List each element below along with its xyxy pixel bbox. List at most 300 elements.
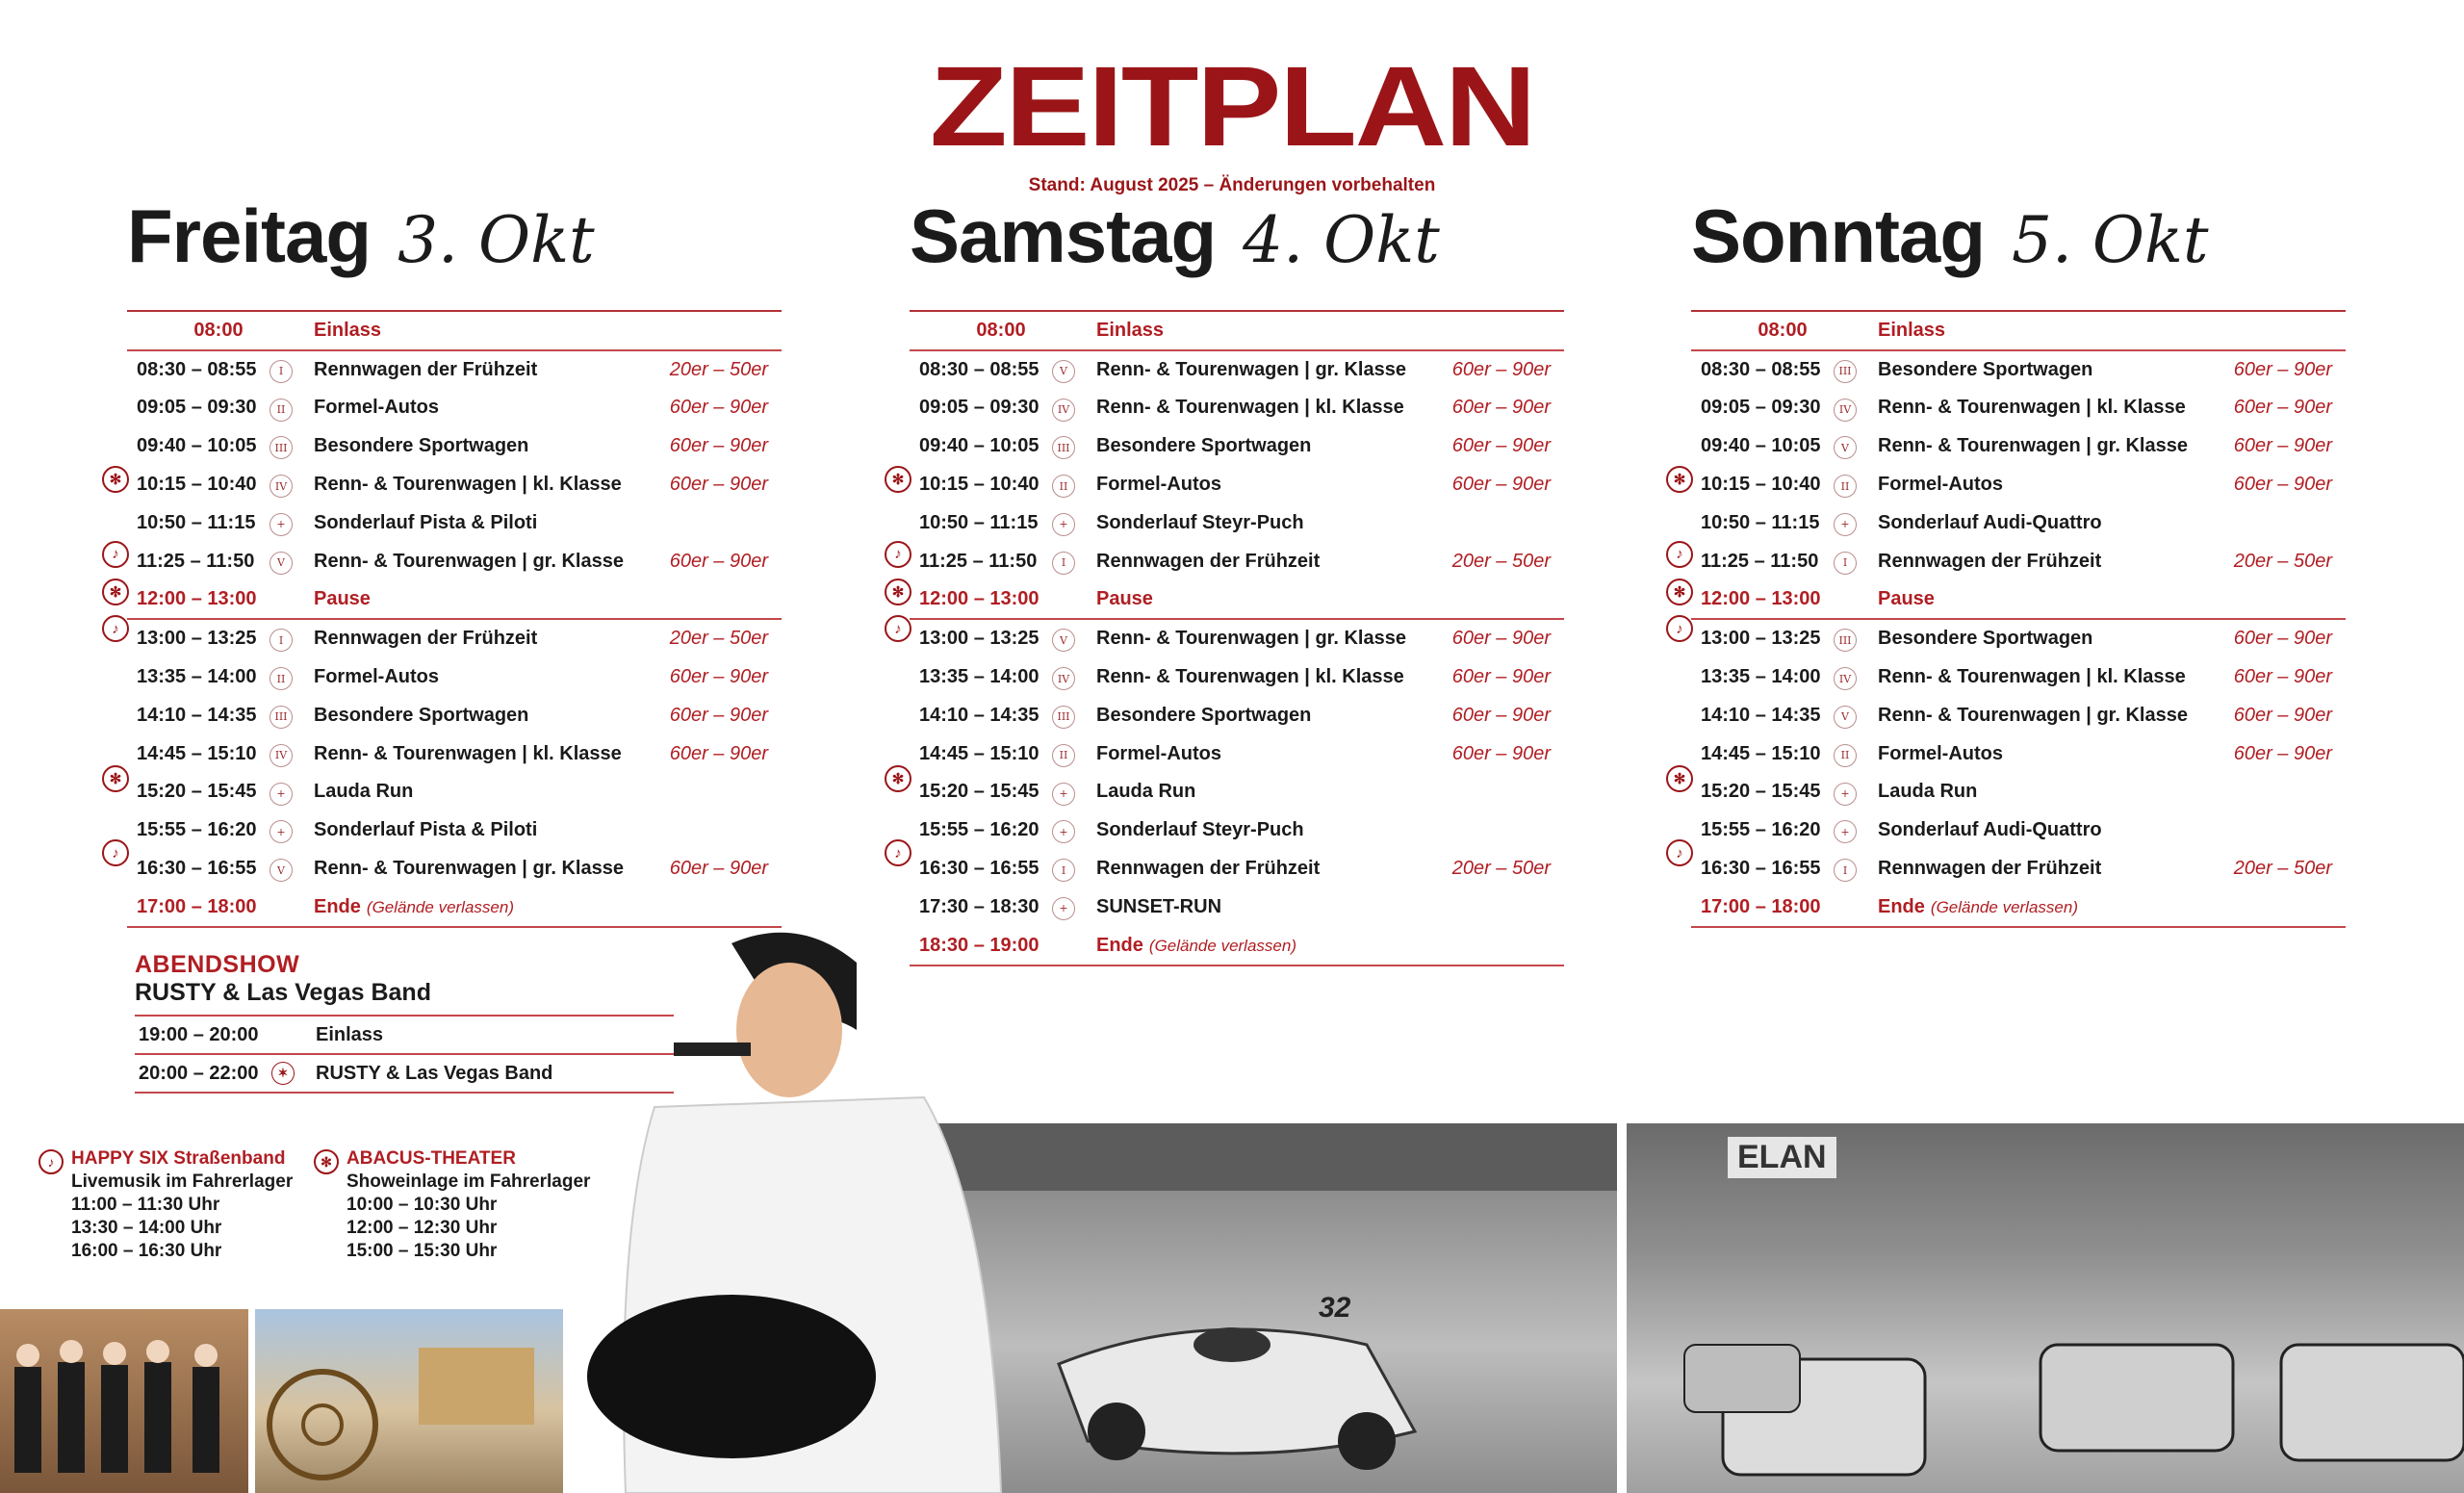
- music-note-icon: ♪: [1666, 541, 1693, 568]
- day-date: 4. Okt: [1243, 203, 1440, 277]
- row-title: [1878, 474, 2003, 496]
- row-title-text: Renn- & Tourenwagen | gr. Klasse: [1878, 704, 2188, 726]
- music-note-icon: ♪: [1666, 839, 1693, 866]
- row-time: 09:05 – 09:30: [1701, 397, 1821, 419]
- row-title: [314, 320, 381, 342]
- table-row: [910, 427, 1564, 466]
- abendshow-section: [135, 951, 712, 1094]
- row-time: 08:00: [976, 319, 1026, 341]
- class-marker-icon: II: [270, 667, 293, 690]
- class-marker-icon: I: [270, 360, 293, 383]
- row-era: 20er – 50er: [1451, 550, 1551, 572]
- row-title-text: Renn- & Tourenwagen | kl. Klasse: [314, 742, 622, 764]
- class-marker-icon: II: [1834, 475, 1857, 498]
- class-marker-icon: III: [270, 706, 293, 729]
- row-era: 60er – 90er: [2233, 474, 2332, 496]
- table-row: [127, 543, 782, 581]
- row-time: 12:00 – 13:00: [919, 588, 1040, 610]
- row-era: 20er – 50er: [1451, 858, 1551, 880]
- row-title-text: Renn- & Tourenwagen | kl. Klasse: [314, 474, 622, 496]
- row-time: 15:55 – 16:20: [1701, 819, 1821, 841]
- row-note: (Gelände verlassen): [1148, 936, 1296, 955]
- music-note-icon: ♪: [38, 1149, 64, 1174]
- row-time: 09:40 – 10:05: [919, 435, 1040, 457]
- row-title-text: Renn- & Tourenwagen | gr. Klasse: [1878, 435, 2188, 457]
- music-note-icon: ♪: [1666, 615, 1693, 642]
- row-title: [314, 588, 371, 610]
- row-title-text: Einlass: [314, 319, 382, 341]
- table-row: [910, 888, 1564, 927]
- row-note: (Gelände verlassen): [366, 897, 514, 916]
- row-title-text: Pause: [314, 588, 371, 610]
- table-row: [910, 312, 1564, 351]
- class-marker-icon: II: [1834, 744, 1857, 767]
- row-time: 10:15 – 10:40: [137, 474, 257, 496]
- row-time: 08:30 – 08:55: [919, 358, 1040, 380]
- table-row: [1691, 312, 2346, 351]
- row-era: 60er – 90er: [2233, 628, 2332, 650]
- table-row: [910, 466, 1564, 504]
- row-time: 14:45 – 15:10: [1701, 742, 1821, 764]
- day-column-friday: [109, 193, 801, 917]
- row-title: [1096, 628, 1406, 650]
- row-title-text: Rennwagen der Frühzeit: [314, 358, 538, 380]
- row-title: [1878, 435, 2188, 457]
- row-title-text: Sonderlauf Steyr-Puch: [1096, 819, 1304, 841]
- row-title: [1096, 474, 1221, 496]
- gear-icon: ✻: [885, 466, 911, 493]
- class-marker-icon: IV: [1052, 667, 1075, 690]
- table-row: [1691, 466, 2346, 504]
- table-row: [127, 390, 782, 428]
- schedule-table: [891, 310, 1564, 966]
- row-time: 10:15 – 10:40: [919, 474, 1040, 496]
- row-title: [314, 666, 439, 688]
- music-note-icon: ♪: [102, 839, 129, 866]
- row-title: [314, 551, 624, 573]
- schedule-table: [109, 310, 782, 928]
- row-era: 60er – 90er: [1451, 397, 1551, 419]
- row-title-text: Formel-Autos: [314, 666, 439, 688]
- row-title-text: Renn- & Tourenwagen | kl. Klasse: [1878, 397, 2186, 419]
- row-title-text: Ende: [1096, 934, 1143, 956]
- row-era: 20er – 50er: [2233, 858, 2332, 880]
- class-marker-icon: +: [1052, 897, 1075, 920]
- row-title-text: Einlass: [1878, 319, 1946, 341]
- row-title-text: Formel-Autos: [1878, 742, 2003, 764]
- row-title-text: Sonderlauf Audi-Quattro: [1878, 819, 2102, 841]
- row-title: [1096, 435, 1311, 457]
- row-time: 15:55 – 16:20: [919, 819, 1040, 841]
- row-time: 16:30 – 16:55: [919, 858, 1040, 880]
- row-era: 60er – 90er: [669, 704, 768, 726]
- row-era: 60er – 90er: [1451, 666, 1551, 688]
- gear-icon: ✻: [885, 765, 911, 792]
- touring-cars-illustration: [1627, 1123, 2464, 1493]
- row-time: 13:35 – 14:00: [919, 666, 1040, 688]
- row-title-text: Sonderlauf Audi-Quattro: [1878, 511, 2102, 533]
- class-marker-icon: I: [270, 629, 293, 652]
- class-marker-icon: V: [1834, 706, 1857, 729]
- row-era: 60er – 90er: [2233, 666, 2332, 688]
- gear-icon: ✻: [102, 579, 129, 605]
- table-row: [910, 543, 1564, 581]
- class-marker-icon: I: [1834, 859, 1857, 882]
- table-row: [127, 697, 782, 735]
- class-marker-icon: V: [270, 859, 293, 882]
- table-row: [127, 351, 782, 390]
- row-title: [314, 896, 514, 918]
- row-title: [1096, 819, 1304, 841]
- extra-time: 12:00 – 12:30 Uhr: [346, 1218, 498, 1238]
- class-marker-icon: I: [1052, 859, 1075, 882]
- row-title-text: Lauda Run: [314, 781, 414, 803]
- row-era: 60er – 90er: [2233, 358, 2332, 380]
- table-row: [127, 811, 782, 850]
- row-title-text: Pause: [1096, 588, 1153, 610]
- row-time: 16:30 – 16:55: [137, 858, 257, 880]
- table-row: [127, 504, 782, 543]
- extra-subtitle: Showeinlage im Fahrerlager: [346, 1171, 591, 1192]
- row-era: 20er – 50er: [669, 628, 768, 650]
- extra-time: 10:00 – 10:30 Uhr: [346, 1195, 498, 1215]
- music-note-icon: ♪: [885, 839, 911, 866]
- row-title: [1096, 743, 1221, 765]
- class-marker-icon: I: [1052, 552, 1075, 575]
- row-title-text: Formel-Autos: [314, 397, 439, 419]
- row-time: 11:25 – 11:50: [1701, 550, 1819, 572]
- row-title: [314, 819, 537, 841]
- extra-happy-six: [47, 1147, 294, 1263]
- row-time: 13:35 – 14:00: [1701, 666, 1821, 688]
- table-row: [910, 697, 1564, 735]
- schedule-table: [1673, 310, 2346, 928]
- row-time: 13:00 – 13:25: [919, 628, 1040, 650]
- row-title-text: Formel-Autos: [1878, 474, 2003, 496]
- abendshow-heading: ABENDSHOW: [135, 951, 300, 978]
- car-number: 32: [1319, 1292, 1351, 1324]
- row-title: [1878, 320, 1945, 342]
- row-time: 15:20 – 15:45: [1701, 781, 1821, 803]
- class-marker-icon: IV: [270, 475, 293, 498]
- row-time: 14:45 – 15:10: [919, 742, 1040, 764]
- row-era: 60er – 90er: [1451, 474, 1551, 496]
- day-heading: [127, 193, 801, 289]
- table-row: [135, 1017, 674, 1055]
- row-title: [1878, 588, 1935, 610]
- table-row: [1691, 351, 2346, 390]
- row-title: [1096, 705, 1311, 727]
- row-title: RUSTY & Las Vegas Band: [316, 1062, 553, 1084]
- table-row: [1691, 850, 2346, 888]
- class-marker-icon: III: [1052, 436, 1075, 459]
- row-title: [1096, 397, 1404, 419]
- table-row: [1691, 735, 2346, 774]
- class-marker-icon: IV: [1834, 667, 1857, 690]
- day-heading: [1691, 193, 2365, 289]
- row-time: 14:45 – 15:10: [137, 742, 257, 764]
- row-time: 10:50 – 11:15: [1701, 511, 1820, 533]
- table-row: [1691, 427, 2346, 466]
- table-row: [127, 735, 782, 774]
- extra-abacus: [321, 1147, 591, 1263]
- table-row: [127, 427, 782, 466]
- class-marker-icon: IV: [1834, 399, 1857, 422]
- class-marker-icon: II: [1052, 744, 1075, 767]
- row-title: [1096, 512, 1304, 534]
- race-photo-touring-cars: [1627, 1123, 2464, 1493]
- row-time: 17:30 – 18:30: [919, 895, 1040, 917]
- row-era: 60er – 90er: [1451, 704, 1551, 726]
- table-row: [127, 312, 782, 351]
- class-marker-icon: IV: [270, 744, 293, 767]
- day-name: Sonntag: [1691, 193, 1985, 278]
- row-title: [1096, 551, 1320, 573]
- row-era: 60er – 90er: [2233, 435, 2332, 457]
- row-time: 13:35 – 14:00: [137, 666, 257, 688]
- class-marker-icon: V: [1052, 360, 1075, 383]
- gear-icon: ✻: [1666, 466, 1693, 493]
- day-name: Freitag: [127, 193, 372, 278]
- page-subtitle: Stand: August 2025 – Änderungen vorbehalten: [1028, 175, 1436, 195]
- row-title-text: Besondere Sportwagen: [1878, 628, 2093, 650]
- row-title: [314, 858, 624, 880]
- table-row: [910, 581, 1564, 621]
- row-title-text: Rennwagen der Frühzeit: [1096, 550, 1321, 572]
- class-marker-icon: +: [1834, 783, 1857, 806]
- table-row: [135, 1055, 674, 1094]
- class-marker-icon: V: [1052, 629, 1075, 652]
- gear-icon: ✻: [102, 765, 129, 792]
- table-row: [910, 774, 1564, 812]
- row-title: [314, 628, 537, 650]
- table-row: [127, 658, 782, 697]
- row-era: 60er – 90er: [669, 666, 768, 688]
- table-row: [1691, 620, 2346, 658]
- table-row: [910, 390, 1564, 428]
- row-time: 08:00: [193, 319, 244, 341]
- theater-illustration: [255, 1309, 563, 1493]
- class-marker-icon: +: [1834, 820, 1857, 843]
- table-row: [1691, 543, 2346, 581]
- row-title: [1096, 359, 1406, 381]
- row-title: [1096, 320, 1164, 342]
- class-marker-icon: III: [1834, 360, 1857, 383]
- row-era: 60er – 90er: [669, 474, 768, 496]
- row-title-text: Renn- & Tourenwagen | gr. Klasse: [1096, 628, 1406, 650]
- row-title-text: Sonderlauf Steyr-Puch: [1096, 511, 1304, 533]
- row-time: 09:40 – 10:05: [137, 435, 257, 457]
- table-row: [910, 351, 1564, 390]
- row-time: 08:00: [1758, 319, 1808, 341]
- row-title-text: Besondere Sportwagen: [1096, 435, 1312, 457]
- row-title: [1878, 397, 2186, 419]
- row-title: [1878, 512, 2102, 534]
- table-row: [127, 774, 782, 812]
- class-marker-icon: III: [1052, 706, 1075, 729]
- row-time: 09:05 – 09:30: [137, 397, 257, 419]
- class-marker-icon: +: [1052, 513, 1075, 536]
- row-title-text: Renn- & Tourenwagen | kl. Klasse: [1878, 666, 2186, 688]
- row-era: 60er – 90er: [669, 742, 768, 764]
- table-row: [1691, 697, 2346, 735]
- day-column-saturday: [891, 193, 1583, 956]
- extra-time: 13:30 – 14:00 Uhr: [71, 1218, 222, 1238]
- row-title-text: Renn- & Tourenwagen | gr. Klasse: [314, 858, 624, 880]
- class-marker-icon: II: [1052, 475, 1075, 498]
- row-title: Einlass: [316, 1023, 384, 1045]
- row-title-text: Formel-Autos: [1096, 474, 1221, 496]
- class-marker-icon: +: [270, 513, 293, 536]
- row-time: 13:00 – 13:25: [1701, 628, 1821, 650]
- row-era: 60er – 90er: [1451, 628, 1551, 650]
- class-marker-icon: +: [1052, 783, 1075, 806]
- class-marker-icon: III: [270, 436, 293, 459]
- banner-sign: ELAN: [1728, 1137, 1836, 1178]
- class-marker-icon: III: [1834, 629, 1857, 652]
- row-title-text: Formel-Autos: [1096, 742, 1221, 764]
- abendshow-table: [135, 1015, 674, 1094]
- row-time: 10:50 – 11:15: [919, 511, 1039, 533]
- row-title: [1096, 781, 1195, 803]
- theater-photo: [255, 1309, 563, 1493]
- row-title-text: SUNSET-RUN: [1096, 895, 1222, 917]
- table-row: [1691, 774, 2346, 812]
- page-title: ZEITPLAN: [929, 43, 1535, 170]
- row-era: 60er – 90er: [1451, 742, 1551, 764]
- row-title-text: Ende: [314, 895, 361, 917]
- row-era: 60er – 90er: [1451, 435, 1551, 457]
- row-era: 60er – 90er: [2233, 397, 2332, 419]
- extra-time: 11:00 – 11:30 Uhr: [71, 1195, 220, 1215]
- row-era: 60er – 90er: [2233, 704, 2332, 726]
- row-time: 16:30 – 16:55: [1701, 858, 1821, 880]
- dancer-icon: ✶: [271, 1062, 295, 1085]
- row-time: 12:00 – 13:00: [137, 588, 257, 610]
- gear-icon: ✻: [1666, 765, 1693, 792]
- abendshow-subheading: RUSTY & Las Vegas Band: [135, 979, 431, 1006]
- row-title-text: Rennwagen der Frühzeit: [1878, 858, 2102, 880]
- music-note-icon: ♪: [102, 541, 129, 568]
- row-time: 10:15 – 10:40: [1701, 474, 1821, 496]
- table-row: [127, 466, 782, 504]
- row-title: [1878, 551, 2101, 573]
- row-title-text: Sonderlauf Pista & Piloti: [314, 819, 538, 841]
- gear-icon: ✻: [102, 466, 129, 493]
- table-row: [1691, 390, 2346, 428]
- row-title-text: Besondere Sportwagen: [314, 435, 529, 457]
- row-title: [314, 781, 413, 803]
- row-title: [1878, 896, 2078, 918]
- gear-icon: ✻: [1666, 579, 1693, 605]
- row-time: 10:50 – 11:15: [137, 511, 256, 533]
- row-time: 20:00 – 22:00: [139, 1062, 259, 1084]
- row-time: 19:00 – 20:00: [139, 1023, 259, 1045]
- row-time: 11:25 – 11:50: [919, 550, 1038, 572]
- row-title: [1878, 628, 2092, 650]
- music-note-icon: ♪: [885, 541, 911, 568]
- table-row: [1691, 888, 2346, 928]
- table-row: [127, 888, 782, 928]
- row-era: 60er – 90er: [669, 435, 768, 457]
- class-marker-icon: IV: [1052, 399, 1075, 422]
- day-name: Samstag: [910, 193, 1217, 278]
- extra-title: ABACUS-THEATER: [346, 1148, 516, 1169]
- row-title: [1878, 666, 2186, 688]
- extra-title: HAPPY SIX Straßenband: [71, 1148, 286, 1169]
- row-era: 60er – 90er: [1451, 358, 1551, 380]
- day-heading: [910, 193, 1583, 289]
- row-title: [314, 705, 528, 727]
- row-title-text: Besondere Sportwagen: [1878, 358, 2093, 380]
- class-marker-icon: +: [1834, 513, 1857, 536]
- row-title: [1878, 819, 2102, 841]
- row-era: 20er – 50er: [669, 358, 768, 380]
- band-illustration: [0, 1309, 248, 1493]
- row-time: 14:10 – 14:35: [137, 704, 257, 726]
- row-title: [314, 359, 537, 381]
- row-title-text: Lauda Run: [1878, 781, 1978, 803]
- row-title-text: Renn- & Tourenwagen | gr. Klasse: [314, 550, 624, 572]
- table-row: [1691, 658, 2346, 697]
- row-title: [314, 435, 528, 457]
- row-era: 60er – 90er: [2233, 742, 2332, 764]
- band-photo: [0, 1309, 248, 1493]
- row-title: [314, 512, 537, 534]
- extra-subtitle: Livemusik im Fahrerlager: [71, 1171, 294, 1192]
- gear-icon: ✻: [885, 579, 911, 605]
- row-title: [1096, 858, 1320, 880]
- row-title-text: Einlass: [1096, 319, 1165, 341]
- row-title-text: Rennwagen der Frühzeit: [314, 628, 538, 650]
- row-title: [1878, 781, 1977, 803]
- row-title: [1878, 359, 2092, 381]
- music-note-icon: ♪: [885, 615, 911, 642]
- row-time: 15:55 – 16:20: [137, 819, 257, 841]
- class-marker-icon: +: [270, 820, 293, 843]
- row-time: 08:30 – 08:55: [1701, 358, 1821, 380]
- table-row: [127, 581, 782, 621]
- day-column-sunday: [1673, 193, 2365, 917]
- row-time: 17:00 – 18:00: [1701, 895, 1821, 917]
- row-time: 11:25 – 11:50: [137, 550, 255, 572]
- row-time: 14:10 – 14:35: [919, 704, 1040, 726]
- class-marker-icon: +: [270, 783, 293, 806]
- row-title-text: Renn- & Tourenwagen | kl. Klasse: [1096, 397, 1404, 419]
- row-title: [1096, 666, 1404, 688]
- row-time: 17:00 – 18:00: [137, 895, 257, 917]
- table-row: [910, 850, 1564, 888]
- table-row: [127, 850, 782, 888]
- row-time: 14:10 – 14:35: [1701, 704, 1821, 726]
- row-time: 15:20 – 15:45: [919, 781, 1040, 803]
- row-note: (Gelände verlassen): [1930, 897, 2078, 916]
- theater-gear-icon: ✻: [314, 1149, 339, 1174]
- row-title-text: Rennwagen der Frühzeit: [1878, 550, 2102, 572]
- day-date: 5. Okt: [2011, 203, 2209, 277]
- row-title-text: Lauda Run: [1096, 781, 1196, 803]
- row-time: 18:30 – 19:00: [919, 934, 1040, 956]
- row-title: [314, 397, 439, 419]
- class-marker-icon: V: [1834, 436, 1857, 459]
- row-title-text: Ende: [1878, 895, 1925, 917]
- table-row: [910, 811, 1564, 850]
- row-title-text: Sonderlauf Pista & Piloti: [314, 511, 538, 533]
- table-row: [127, 620, 782, 658]
- table-row: [910, 504, 1564, 543]
- row-time: 08:30 – 08:55: [137, 358, 257, 380]
- row-title: [1096, 896, 1221, 918]
